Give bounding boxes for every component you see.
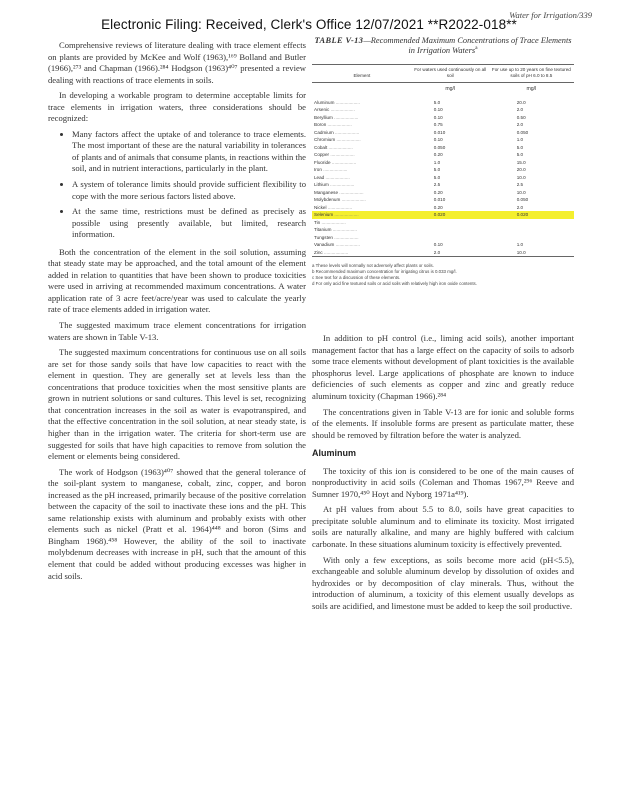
considerations-list [48,129,306,241]
continuous-value [412,219,489,226]
paragraph: The suggested maximum concentrations for continuous use on all soils are set for those sandy soils that have low capacities to react with the element in question. They are generally set at levels less than the concentrations that produce toxicities when the most sensitive plants are grown in nutrient solutions or sand cultures. This level is set, recognizing that concentration increases in the soil as water is evapotranspired, and that the effective concentration in the soil solution, at near steady state, is higher than in the irrigation water. The criteria for short-term use are suggested for soils that have high capacities to remove from solution the element or elements being considered. [48,347,306,462]
table-row [312,181,574,188]
continuous-value: 5.0 [433,167,441,173]
dot-leader: ................... [333,212,359,218]
element-name: Arsenic ................... [314,107,355,113]
table-row [312,129,574,136]
filing-stamp: Electronic Filing: Received, Clerk's Office 12/07/2021 **R2022-018** [101,17,517,32]
table-row [312,189,574,196]
table-footnote: b Recommended maximum concentration for irrigating citrus is 0.033 mg/l. [312,269,457,275]
table-row [312,107,574,114]
paragraph: With only a few exceptions, as soils become more acid (pH<5.5), exchangeable and soluble aluminum develop by dissolution of oxides and hydroxides or by decomposition of clay minerals. Thus, without the introduction of aluminum, a toxicity of this element usually develops as soils are acidified, and limestone must be added to keep the soil productive. [312,554,574,611]
paragraph: The work of Hodgson (1963)⁴⁰⁷ showed that the general tolerance of the soil-plant system to manganese, cobalt, zinc, copper, and boron increased as the pH increased, primarily because of the positive correlation between the capacity of the soil to inactivate these ions and the pH. This same relationship exists with aluminum and probably exists with other elements such as nickel (Pratt et al. 1964)⁴⁴⁸ and boron (Sims and Bingham 1968).⁴⁵⁸ However, the ability of the soil to inactivate molybdenum decreases with increase in pH, such that the amount of this element that could be added without producing excesses was higher in acid soils. [48,466,306,581]
continuous-value: 0.20 [433,189,443,195]
table-row [312,226,574,233]
continuous-value [412,234,489,241]
element-name: Molybdenum ................... [314,197,366,203]
dot-leader: ................... [333,129,360,135]
table-body [312,83,574,257]
dot-leader: ................... [328,182,355,188]
short-term-value: 20.0 [516,167,526,173]
dot-leader: ................... [327,144,353,150]
continuous-value: 0.10 [433,107,443,113]
element-name: Cobalt ................... [314,144,353,150]
table-row [312,219,574,226]
short-term-value: 10.0 [516,189,526,195]
element-name: Iron ................... [314,167,348,173]
short-term-value [489,226,574,233]
column-header-short-term: For use up to 20 years on fine textured soils of pH 6.0 to 8.5 [489,65,574,83]
column-header-element: Element [312,65,412,83]
dot-leader: ................... [332,234,359,240]
continuous-value: 0.10 [433,114,443,120]
short-term-value: 2.5 [516,182,524,188]
short-term-value [489,219,574,226]
list-item: • Many factors affect the uptake of and tolerance to trace elements. The most important of these are the natural variability in tolerances of plants and of animals that consume plants, in reactions within the soil, and in nutrient interactions, particularly in the plant. [72,129,306,175]
section-heading-aluminum: Aluminum [312,448,356,459]
table-row [312,211,574,218]
table-title [312,36,574,56]
short-term-value: 10.0 [516,174,526,180]
table-row [312,204,574,211]
element-name: Aluminum ................... [314,100,360,105]
short-term-value: 2.0 [516,204,524,210]
left-column [48,40,306,586]
continuous-value: 5.0 [433,174,441,180]
element-name: Selenium ................... [312,211,412,218]
short-term-value: 0.050 [516,129,529,135]
table-label: TABLE V-13 [314,36,364,45]
short-term-value: 1.0 [516,137,524,143]
element-name: Nickel ................... [314,204,353,210]
continuous-value: 0.10 [433,242,443,248]
dot-leader: ................... [338,189,364,195]
dot-leader: ................... [334,100,360,105]
continuous-value: 2.5 [433,182,441,188]
element-name: Tungsten ................... [314,234,359,240]
table-row [312,241,574,248]
table-row [312,114,574,121]
paragraph: The concentrations given in Table V-13 are for ionic and soluble forms of the elements. If insoluble forms are present as particulate matter, these should be removed by filtration before the water is analyzed. [312,406,574,440]
dot-leader: ................... [329,107,355,113]
list-item: • At the same time, restrictions must be defined as precisely as possible using presently available, but limited, research information. [72,206,306,241]
table-row [312,166,574,173]
short-term-value: 5.0 [516,152,524,158]
paragraph: Comprehensive reviews of literature dealing with trace element effects on plants are provided by McKee and Wolf (1963),¹⁶⁹ Bolland and Butler (1966),²⁷³ and Chapman (1966).²⁸⁴ Hodgson (1963)⁴⁰⁷ presented a review dealing with reactions of trace elements in soils. [48,40,306,85]
paragraph: In developing a workable program to determine acceptable limits for trace elements in irrigation waters, three considerations should be recognized: [48,90,306,124]
element-name: Chromium ................... [314,137,361,143]
right-column [312,36,574,616]
short-term-value: 2.0 [516,107,524,113]
running-head: Water for Irrigation/339 [509,10,592,20]
short-term-value: 0.050 [516,197,529,203]
column-header-continuous: For waters used continuously on all soil [412,65,489,83]
dot-leader: ................... [320,219,346,225]
dot-leader: ................... [335,137,361,143]
table-row [312,152,574,159]
table-row [312,249,574,257]
paragraph: The suggested maximum trace element concentrations for irrigation waters are shown in Table V-13. [48,320,306,342]
table-row [312,99,574,106]
element-name: Vanadium ................... [314,242,360,248]
continuous-value: 1.0 [433,159,441,165]
short-term-value: 15.0 [516,159,526,165]
continuous-value: 0.20 [433,204,443,210]
element-name: Titanium ................... [314,227,357,233]
paragraph: Both the concentration of the element in the soil solution, assuming that steady state may be approached, and the total amount of the element added in relation to quantities that have been shown to produce toxicities were used in arriving at recommended maximum concentrations. A water application rate of 3 acre feet/acre/year was used to calculate the yearly rate of trace elements added in irrigation water. [48,246,306,315]
table-footnote: d For only acid fine textured soils or acid soils with relatively high iron oxide contents. [312,281,477,287]
short-term-value: 20.0 [516,100,526,105]
element-name: Cadmium ................... [314,129,360,135]
short-term-value [489,234,574,241]
trace-elements-table [312,64,574,257]
units-row [312,83,574,99]
table-footnotes [312,263,574,287]
continuous-value: 0.020 [412,211,489,218]
continuous-value [412,226,489,233]
dot-leader: ................... [324,174,350,180]
table-row [312,144,574,151]
element-name: Beryllium ................... [314,114,359,120]
continuous-value: 2.0 [412,249,489,257]
continuous-value: 0.20 [433,152,443,158]
table-footnote: c See text for a discussion of these elements. [312,275,401,281]
dot-leader: ................... [322,249,349,255]
paragraph: The toxicity of this ion is considered to be one of the main causes of nonproductivity in acid soils (Coleman and Thomas 1967,²⁹⁶ Reeve and Sumner 1970,⁴⁵⁰ Hoyt and Nyborg 1971a⁴¹⁹). [312,465,574,499]
dot-leader: ................... [326,204,353,210]
element-name: Tin ................... [314,219,346,225]
dot-leader: ................... [321,167,348,173]
dot-leader: ................... [326,122,352,128]
continuous-value: 0.010 [433,129,446,135]
paragraph: In addition to pH control (i.e., liming acid soils), another important management factor that has a large effect on the capacity of soils to adsorb some trace elements without development of plant toxicities is the available phosphorus level. Large applications of phosphate are known to induce deficiencies of such elements as copper and zinc and greatly reduce aluminum toxicity (Chapman 1966).²⁸⁴ [312,333,574,402]
table-row [312,234,574,241]
element-name: Boron ................... [314,122,352,128]
element-name: Zinc ................... [312,249,412,257]
table-row [312,159,574,166]
continuous-value: 0.75 [433,122,443,128]
table-row [312,122,574,129]
table-title-footnote-mark: a [475,45,478,52]
element-name: Fluoride ................... [314,159,357,165]
dot-leader: ................... [330,159,357,165]
dot-leader: ................... [334,242,360,248]
dot-leader: ................... [332,114,359,120]
table-title-text: —Recommended Maximum Concentrations of Trace Elements in Irrigation Waters [363,36,572,55]
table-row [312,174,574,181]
element-name: Lithium ................... [314,182,355,188]
short-term-value: 5.0 [516,144,524,150]
continuous-value: 0.050 [433,144,446,150]
unit-short-term: mg/l [526,86,537,93]
table-footnote: a These levels will normally not adversely affect plants or soils. [312,263,434,269]
element-name: Manganese ................... [314,189,364,195]
dot-leader: ................... [329,152,355,158]
element-name: Lead ................... [314,174,350,180]
dot-leader: ................... [331,227,357,233]
table-row [312,137,574,144]
short-term-value: 2.0 [516,122,524,128]
element-name: Copper ................... [314,152,355,158]
short-term-value: 0.50 [516,114,526,120]
dot-leader: ................... [340,197,366,203]
continuous-value: 5.0 [433,100,441,105]
unit-continuous: mg/l [445,86,456,93]
short-term-value: 1.0 [516,242,524,248]
continuous-value: 0.10 [433,137,443,143]
list-item: • A system of tolerance limits should provide sufficient flexibility to cope with the more serious factors listed above. [72,179,306,202]
table-header-row [312,65,574,83]
paragraph: At pH values from about 5.5 to 8.0, soils have great capacities to precipitate soluble aluminum and to eliminate its toxicity. Most irrigated soils are naturally alkaline, and many are highly buffered with calcium carbonate. In these situations aluminum toxicity is effectively prevented. [312,504,574,550]
continuous-value: 0.010 [433,197,446,203]
short-term-value: 10.0 [489,249,574,257]
short-term-value: 0.020 [489,211,574,218]
table-row [312,196,574,203]
